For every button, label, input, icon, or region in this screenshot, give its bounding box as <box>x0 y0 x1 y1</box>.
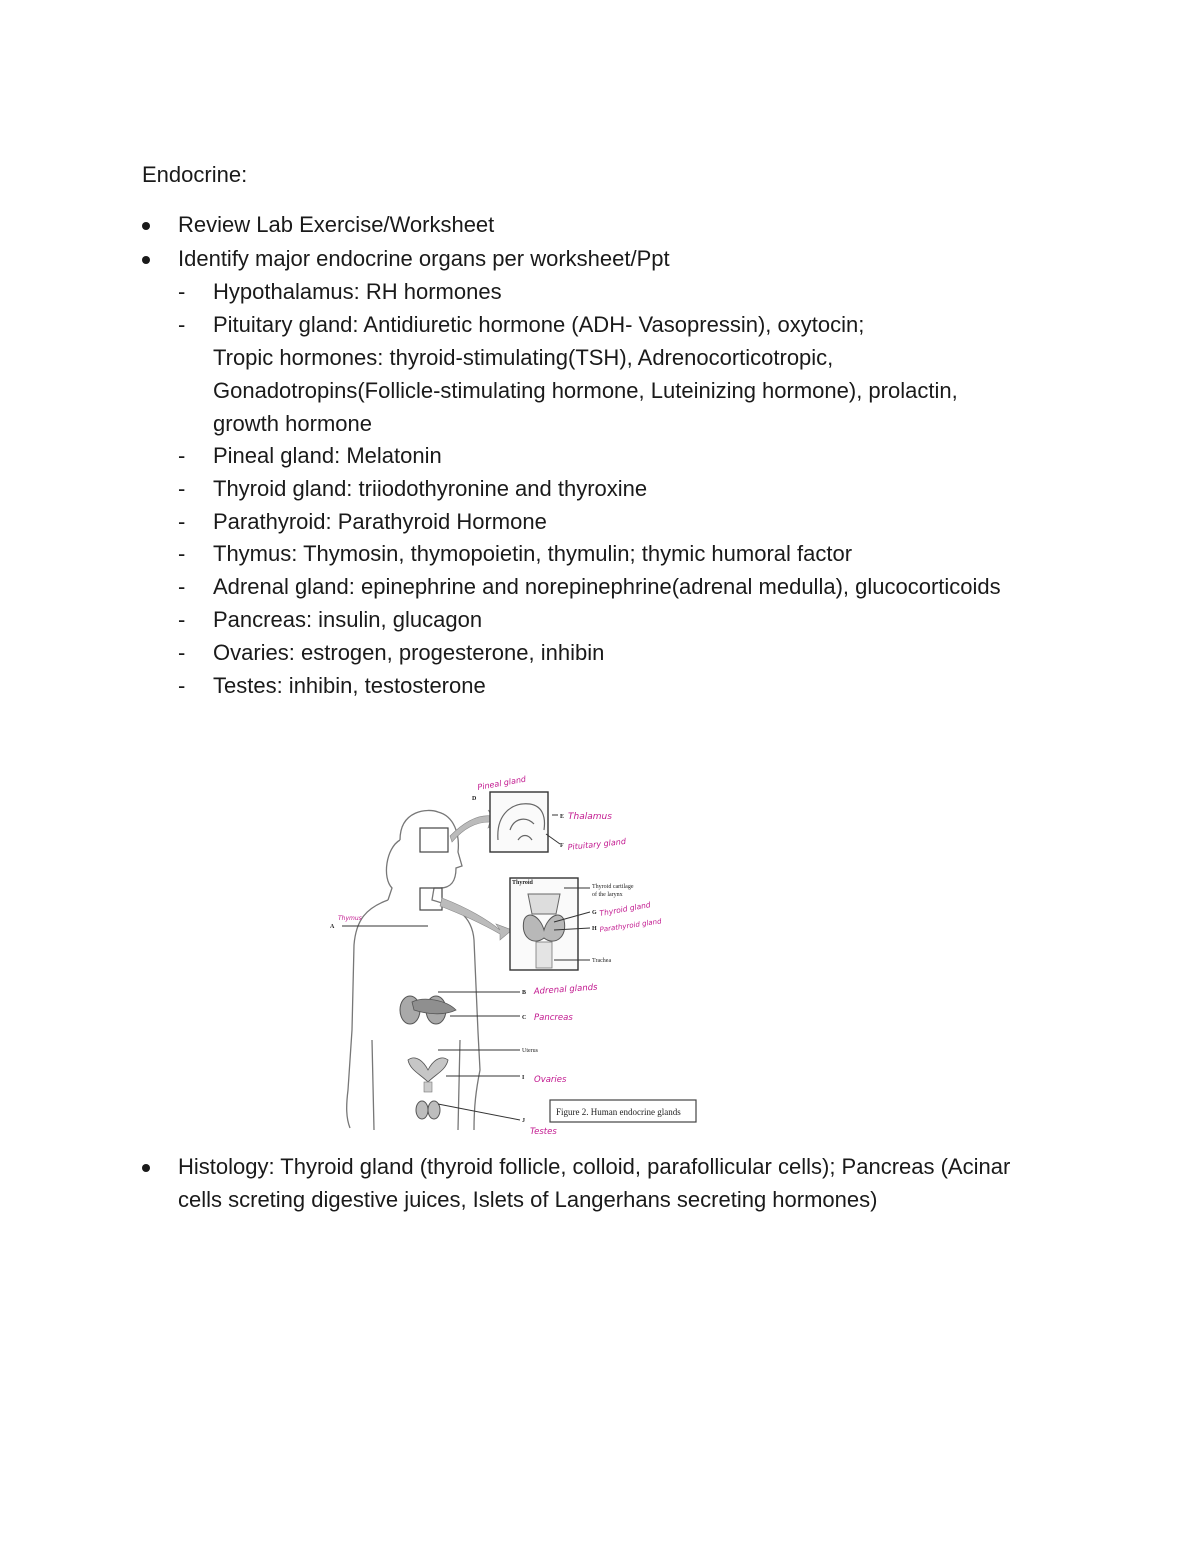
dash-icon: - <box>178 607 186 632</box>
cartilage-label-1: Thyroid cartilage <box>592 884 634 890</box>
bullet-text: Identify major endocrine organs per worksheet/Ppt <box>178 246 670 271</box>
organ-text: Testes: inhibin, testosterone <box>213 673 486 698</box>
uterus-label: Uterus <box>522 1048 538 1054</box>
endocrine-figure <box>328 770 708 1138</box>
dash-icon: - <box>178 673 186 698</box>
organ-text: Gonadotropins(Follicle-stimulating hormone, Luteinizing hormone), prolactin, <box>213 378 958 403</box>
organ-text: Parathyroid: Parathyroid Hormone <box>213 509 547 534</box>
dash-icon: - <box>178 541 186 566</box>
body-outline <box>347 810 480 1130</box>
hw-thymus: Thymus <box>338 915 362 922</box>
histology-text: Histology: Thyroid gland (thyroid follicle, colloid, parafollicular cells); Pancreas (Acinar <box>178 1154 1011 1179</box>
cartilage-label-2: of the larynx <box>592 892 623 898</box>
letter-d: D <box>472 796 477 802</box>
pancreas-shape <box>412 999 456 1014</box>
brain-inset <box>490 792 548 852</box>
organ-text: Pineal gland: Melatonin <box>213 443 442 468</box>
hw-testes: Testes <box>530 1127 557 1137</box>
figure-caption: Figure 2. Human endocrine glands <box>556 1107 681 1117</box>
letter-b: B <box>522 990 527 996</box>
dash-icon: - <box>178 476 186 501</box>
hw-pituitary: Pituitary gland <box>567 836 627 852</box>
neck-box <box>420 888 442 910</box>
bullet-dot-icon <box>142 1164 150 1172</box>
letter-f: F <box>560 843 564 849</box>
dash-icon: - <box>178 574 186 599</box>
arrow-to-thyroid-inset <box>440 898 512 940</box>
histology-text: cells screting digestive juices, Islets of Langerhans secreting hormones) <box>178 1187 878 1212</box>
organ-text: Hypothalamus: RH hormones <box>213 279 502 304</box>
dash-icon: - <box>178 509 186 534</box>
bullet-text: Review Lab Exercise/Worksheet <box>178 212 495 237</box>
letter-i: I <box>522 1075 525 1081</box>
hw-parathyroid: Parathyroid gland <box>599 917 663 934</box>
letter-h: H <box>592 926 597 932</box>
letter-j: J <box>522 1118 525 1124</box>
hw-ovaries: Ovaries <box>534 1075 567 1085</box>
section-heading: Endocrine: <box>142 162 248 187</box>
bullet-dot-icon <box>142 256 150 264</box>
letter-a: A <box>330 924 335 930</box>
organ-text: growth hormone <box>213 411 372 436</box>
cervix-shape <box>424 1082 432 1092</box>
dash-icon: - <box>178 279 186 304</box>
bullet-dot-icon <box>142 222 150 230</box>
letter-c: C <box>522 1015 527 1021</box>
thyroid-box-title: Thyroid <box>512 880 533 886</box>
organ-text: Tropic hormones: thyroid-stimulating(TSH), Adrenocorticotropic, <box>213 345 834 370</box>
hw-thalamus: Thalamus <box>568 812 612 822</box>
thyroid-cartilage-shape <box>528 894 560 914</box>
hw-adrenal: Adrenal glands <box>533 982 598 997</box>
organ-text: Thymus: Thymosin, thymopoietin, thymulin; thymic humoral factor <box>213 541 853 566</box>
organ-text: Thyroid gland: triiodothyronine and thyroxine <box>213 476 648 501</box>
uterus-shape <box>408 1058 448 1082</box>
leader-testes <box>438 1104 520 1120</box>
trachea-shape <box>536 942 552 968</box>
trachea-label: Trachea <box>592 958 612 964</box>
letter-g: G <box>592 910 597 916</box>
hw-pineal: Pineal gland <box>476 774 527 792</box>
dash-icon: - <box>178 443 186 468</box>
hw-thyroid: Thyroid gland <box>598 900 652 918</box>
organ-text: Pancreas: insulin, glucagon <box>213 607 483 632</box>
organ-text: Pituitary gland: Antidiuretic hormone (ADH- Vasopressin), oxytocin; <box>213 312 865 337</box>
testis-left <box>416 1101 428 1119</box>
dash-icon: - <box>178 640 186 665</box>
dash-icon: - <box>178 312 186 337</box>
letter-e: E <box>560 814 565 820</box>
organ-text: Ovaries: estrogen, progesterone, inhibin <box>213 640 605 665</box>
hw-pancreas: Pancreas <box>534 1013 573 1023</box>
endocrine-diagram <box>328 770 708 1138</box>
organ-text: Adrenal gland: epinephrine and norepinephrine(adrenal medulla), glucocorticoids <box>213 574 1001 599</box>
brain-box <box>420 828 448 852</box>
